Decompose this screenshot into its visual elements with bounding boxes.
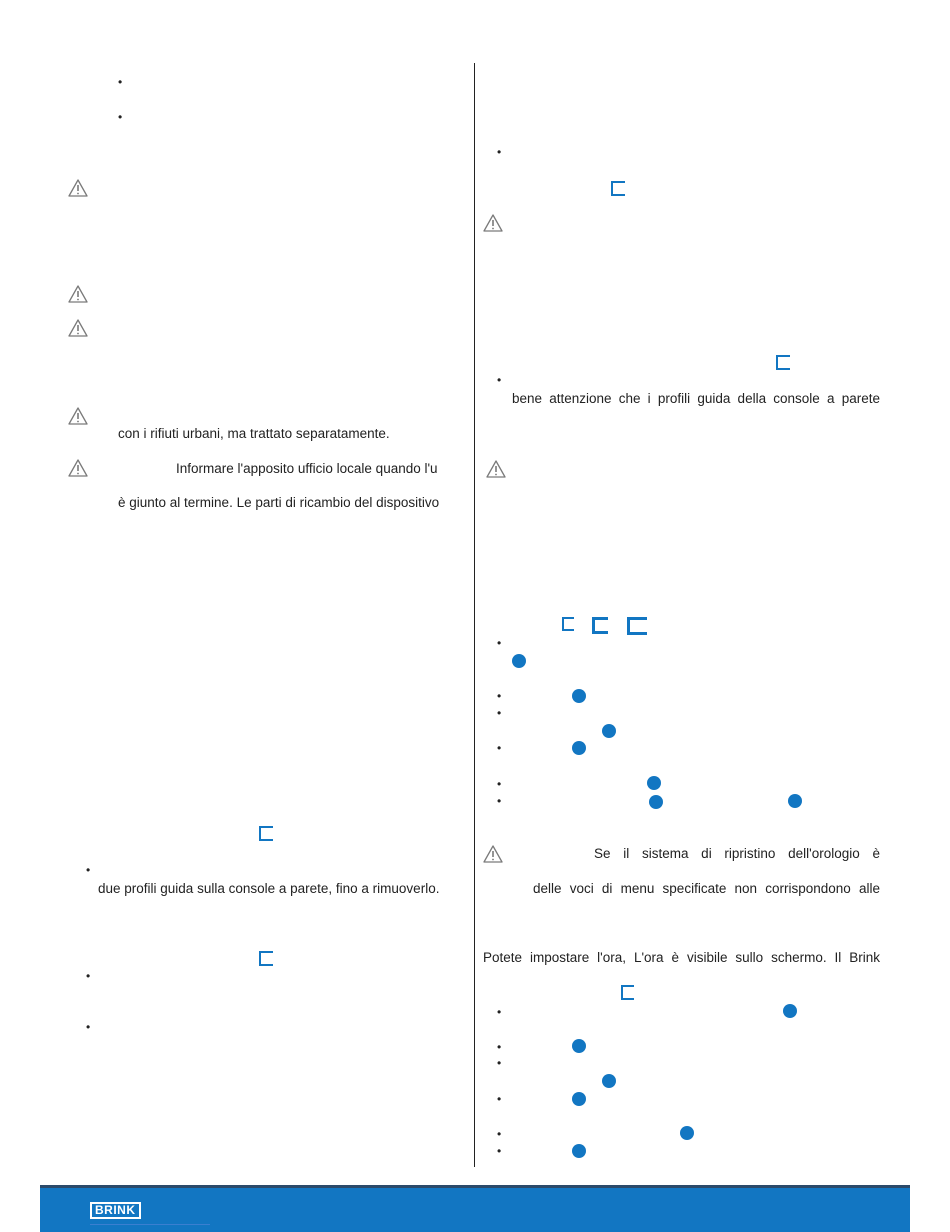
- figure-reference-bracket-icon: [776, 355, 790, 370]
- clock-reset-text-line-2: delle voci di menu specificate non corrispondono alle: [533, 881, 880, 896]
- guide-profiles-text: due profili guida sulla console a parete, fino a rimuoverlo.: [98, 881, 440, 896]
- list-bullet: •: [118, 75, 123, 89]
- warning-icon: [68, 285, 88, 303]
- set-time-text: Potete impostare l'ora, L'ora è visibile sullo schermo. Il Brink: [483, 950, 880, 965]
- step-dot-icon: [572, 741, 586, 755]
- step-dot-icon: [572, 1039, 586, 1053]
- step-dot-icon: [512, 654, 526, 668]
- notice-text-line-2: è giunto al termine. Le parti di ricambio del dispositivo: [118, 495, 440, 510]
- list-bullet: •: [497, 1040, 502, 1054]
- list-bullet: •: [497, 1005, 502, 1019]
- list-bullet: •: [86, 863, 91, 877]
- list-bullet: •: [497, 1144, 502, 1158]
- list-bullet: •: [497, 1127, 502, 1141]
- footer-bar: [40, 1185, 910, 1232]
- step-dot-icon: [602, 724, 616, 738]
- warning-icon: [483, 214, 503, 232]
- column-divider: [474, 63, 475, 1167]
- warning-icon: [68, 179, 88, 197]
- notice-text-line-1: Informare l'apposito ufficio locale quando l'u: [176, 461, 438, 476]
- list-bullet: •: [497, 777, 502, 791]
- list-bullet: •: [497, 741, 502, 755]
- list-bullet: •: [497, 794, 502, 808]
- step-dot-icon: [572, 1144, 586, 1158]
- warning-icon: [483, 845, 503, 863]
- step-dot-icon: [647, 776, 661, 790]
- list-bullet: •: [497, 145, 502, 159]
- list-bullet: •: [497, 373, 502, 387]
- list-bullet: •: [86, 1020, 91, 1034]
- figure-reference-bracket-icon: [259, 951, 273, 966]
- step-dot-icon: [602, 1074, 616, 1088]
- warning-icon: [68, 319, 88, 337]
- warning-icon: [68, 407, 88, 425]
- figure-reference-bracket-icon: [611, 181, 625, 196]
- list-bullet: •: [497, 706, 502, 720]
- attention-text: bene attenzione che i profili guida della console a parete: [512, 391, 880, 406]
- list-bullet: •: [497, 1056, 502, 1070]
- clock-reset-text-line-1: Se il sistema di ripristino dell'orologio è: [594, 846, 880, 861]
- warning-icon: [68, 459, 88, 477]
- list-bullet: •: [497, 1092, 502, 1106]
- step-dot-icon: [680, 1126, 694, 1140]
- brink-logo: BRINK: [90, 1202, 141, 1219]
- figure-reference-bracket-icon: [621, 985, 634, 1000]
- list-bullet: •: [118, 110, 123, 124]
- figure-reference-bracket-icon: [592, 617, 608, 634]
- warning-icon: [486, 460, 506, 478]
- step-dot-icon: [649, 795, 663, 809]
- step-dot-icon: [783, 1004, 797, 1018]
- figure-reference-bracket-icon: [627, 617, 647, 635]
- list-bullet: •: [497, 689, 502, 703]
- step-dot-icon: [572, 689, 586, 703]
- list-bullet: •: [497, 636, 502, 650]
- list-bullet: •: [86, 969, 91, 983]
- logo-underline: [90, 1224, 210, 1225]
- figure-reference-bracket-icon: [562, 617, 574, 631]
- disposal-text: con i rifiuti urbani, ma trattato separatamente.: [118, 426, 390, 441]
- step-dot-icon: [572, 1092, 586, 1106]
- figure-reference-bracket-icon: [259, 826, 273, 841]
- step-dot-icon: [788, 794, 802, 808]
